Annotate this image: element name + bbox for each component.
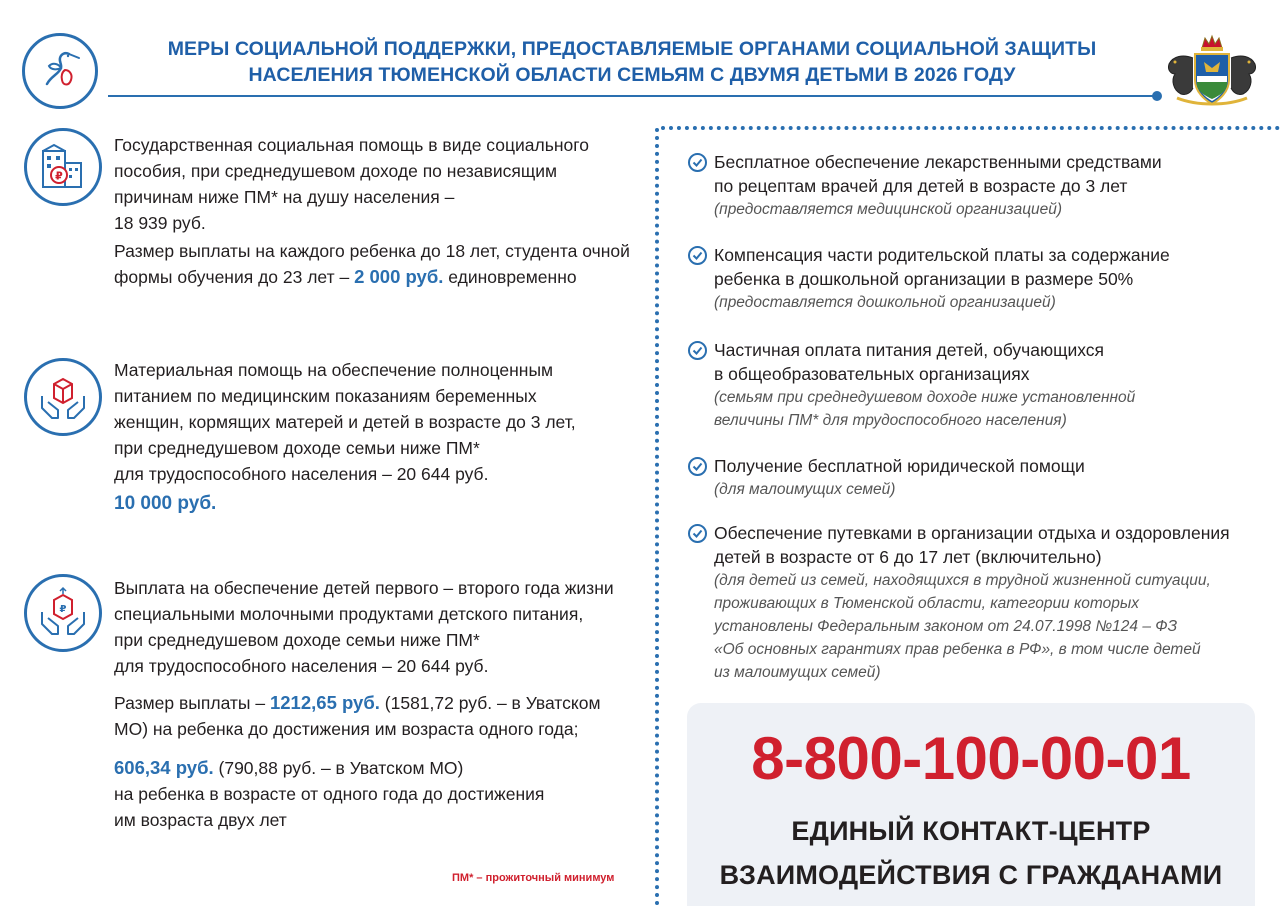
- right-item-vouchers: [688, 521, 1268, 684]
- check-circle-icon: [688, 457, 707, 476]
- svg-text:₽: ₽: [59, 604, 67, 615]
- item3-p1-post: (1581,72 руб. – в Уватском: [379, 693, 601, 713]
- title-line-2: НАСЕЛЕНИЯ ТЮМЕНСКОЙ ОБЛАСТИ СЕМЬЯМ С ДВУМЯ ДЕТЬМИ В 2026 ГОДУ: [248, 64, 1016, 86]
- item1-description: [114, 132, 589, 236]
- item3-payment2-line2: на ребенка в возрасте от одного года до достижения: [114, 784, 545, 804]
- item3-p2-post: (790,88 руб. – в Уватском МО): [213, 758, 464, 778]
- item2-amount: 10 000 руб.: [114, 493, 217, 514]
- note-line: «Об основных гарантиях прав ребенка в РФ», в том числе детей: [714, 641, 1201, 658]
- item3-description: [114, 575, 614, 679]
- note-line: из малоимущих семей): [714, 664, 881, 681]
- item3-payment1-line2: МО) на ребенка до достижения им возраста одного года;: [114, 719, 579, 739]
- tyumen-coat-of-arms-icon: [1157, 34, 1267, 108]
- title-line: ребенка в дошкольной организации в размере 50%: [714, 269, 1134, 289]
- title-line: детей в возрасте от 6 до 17 лет (включительно): [714, 547, 1102, 567]
- title-line: Частичная оплата питания детей, обучающихся: [714, 340, 1105, 360]
- item2-description: [114, 357, 576, 487]
- title-line: по рецептам врачей для детей в возрасте до 3 лет: [714, 176, 1128, 196]
- note-line: (для малоимущих семей): [714, 481, 896, 498]
- item3-line: для трудоспособного населения – 20 644 руб.: [114, 656, 489, 676]
- note-line: величины ПМ* для трудоспособного населения): [714, 412, 1067, 429]
- item2-line: при среднедушевом доходе семьи ниже ПМ*: [114, 438, 480, 458]
- title-line: в общеобразовательных организациях: [714, 364, 1030, 384]
- right-item-title: [714, 454, 1268, 478]
- item3-payment-1: [114, 690, 600, 742]
- title-line: Бесплатное обеспечение лекарственными средствами: [714, 152, 1162, 172]
- building-ruble-icon: [37, 141, 89, 193]
- item1-payment-amount: 2 000 руб.: [354, 266, 444, 287]
- right-item-note: [714, 569, 1268, 684]
- title-underline: [108, 95, 1160, 97]
- vertical-dotted-separator: [655, 128, 661, 906]
- right-item-note: [714, 478, 1268, 501]
- footnote: ПМ* – прожиточный минимум: [452, 872, 615, 884]
- item1-payment-pre: формы обучения до 23 лет –: [114, 267, 355, 287]
- item1-payment-post: единовременно: [443, 267, 577, 287]
- item1-icon-circle: [24, 128, 102, 206]
- item2-line: Материальная помощь на обеспечение полноценным: [114, 360, 554, 380]
- check-circle-icon: [688, 153, 707, 172]
- hands-box-icon: [36, 370, 90, 424]
- item2-line: для трудоспособного населения – 20 644 руб.: [114, 464, 489, 484]
- title-line: Обеспечение путевками в организации отдыха и оздоровления: [714, 523, 1230, 543]
- item3-line: специальными молочными продуктами детского питания,: [114, 604, 584, 624]
- hotline-phone-number[interactable]: 8-800-100-00-01: [751, 725, 1191, 792]
- check-circle-icon: [688, 341, 707, 360]
- note-line: (предоставляется дошкольной организацией): [714, 294, 1056, 311]
- right-item-title: [714, 150, 1268, 198]
- stork-logo: [22, 33, 98, 109]
- contact-label-line-2: ВЗАИМОДЕЙСТВИЯ С ГРАЖДАНАМИ: [719, 860, 1223, 890]
- stork-icon: [35, 46, 85, 96]
- note-line: (предоставляется медицинской организацией): [714, 201, 1063, 218]
- item3-p1-amount: 1212,65 руб.: [269, 692, 380, 713]
- right-item-school-meals: [688, 338, 1268, 432]
- title-line-1: МЕРЫ СОЦИАЛЬНОЙ ПОДДЕРЖКИ, ПРЕДОСТАВЛЯЕМЫЕ ОРГАНАМИ СОЦИАЛЬНОЙ ЗАЩИТЫ: [167, 38, 1097, 60]
- right-item-kindergarten: [688, 243, 1268, 314]
- item2-amount-row: [114, 490, 216, 517]
- item3-payment2-line3: им возраста двух лет: [114, 810, 287, 830]
- check-circle-icon: [688, 246, 707, 265]
- svg-text:₽: ₽: [55, 169, 63, 183]
- item2-icon-circle: [24, 358, 102, 436]
- item1-line: 18 939 руб.: [114, 213, 206, 233]
- item1-payment-line1: Размер выплаты на каждого ребенка до 18 лет, студента очной: [114, 241, 630, 261]
- title-line: Получение бесплатной юридической помощи: [714, 456, 1085, 476]
- item3-line: при среднедушевом доходе семьи ниже ПМ*: [114, 630, 480, 650]
- right-item-note: [714, 386, 1268, 432]
- item2-line: женщин, кормящих матерей и детей в возрасте до 3 лет,: [114, 412, 576, 432]
- right-item-title: [714, 338, 1268, 386]
- title-line: Компенсация части родительской платы за содержание: [714, 245, 1170, 265]
- item1-payment-line2: [114, 264, 630, 290]
- item3-p2-amount: 606,34 руб.: [114, 757, 214, 778]
- item3-payment1-line1: [114, 690, 600, 716]
- right-item-legal-aid: [688, 454, 1268, 501]
- right-item-title: [714, 243, 1268, 291]
- item3-p1-pre: Размер выплаты –: [114, 693, 270, 713]
- hands-ruble-box-icon: [36, 586, 90, 640]
- item3-line: Выплата на обеспечение детей первого – второго года жизни: [114, 578, 614, 598]
- note-line: (для детей из семей, находящихся в трудной жизненной ситуации,: [714, 572, 1211, 589]
- contact-label-line-1: ЕДИНЫЙ КОНТАКТ-ЦЕНТР: [791, 816, 1151, 846]
- page-title: [112, 36, 1152, 88]
- right-item-medicines: [688, 150, 1268, 221]
- item3-icon-circle: [24, 574, 102, 652]
- contact-center-label: [687, 809, 1255, 897]
- item1-line: причинам ниже ПМ* на душу населения –: [114, 187, 455, 207]
- item3-payment2-line1: [114, 755, 544, 781]
- item1-line: Государственная социальная помощь в виде социального: [114, 135, 589, 155]
- right-item-note: [714, 198, 1268, 221]
- right-item-title: [714, 521, 1268, 569]
- note-line: (семьям при среднедушевом доходе ниже установленной: [714, 389, 1136, 406]
- item1-payment: [114, 238, 630, 290]
- item1-line: пособия, при среднедушевом доходе по независящим: [114, 161, 558, 181]
- item3-payment-2: [114, 755, 544, 833]
- note-line: установлены Федеральным законом от 24.07.1998 №124 – ФЗ: [714, 618, 1178, 635]
- contact-center-box: [687, 703, 1255, 906]
- horizontal-dotted-separator: [661, 126, 1280, 130]
- item2-line: питанием по медицинским показаниям беременных: [114, 386, 537, 406]
- note-line: проживающих в Тюменской области, категории которых: [714, 595, 1140, 612]
- right-item-note: [714, 291, 1268, 314]
- check-circle-icon: [688, 524, 707, 543]
